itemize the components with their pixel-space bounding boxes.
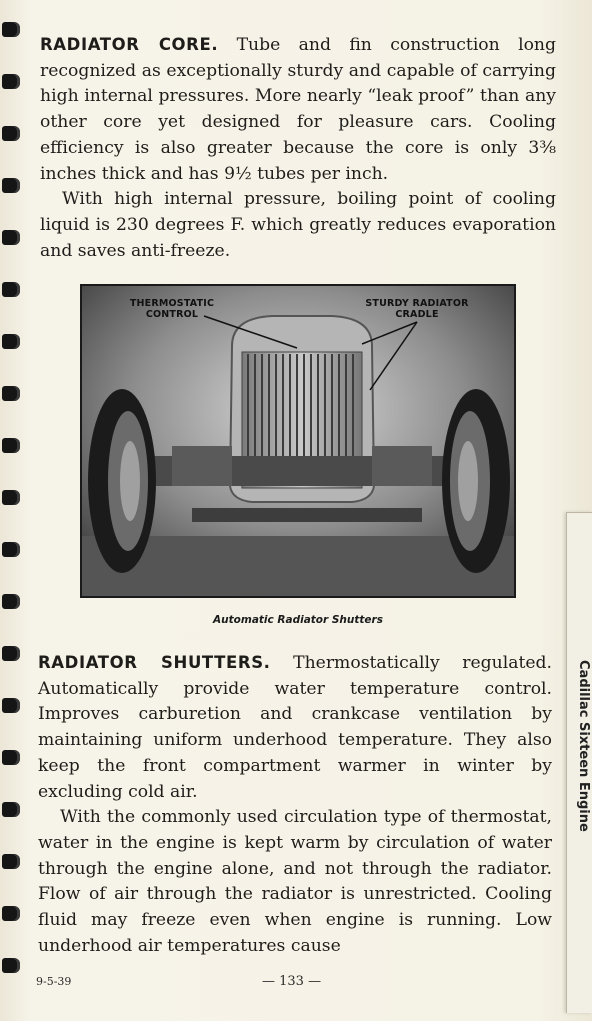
boiling-point-paragraph: With high internal pressure, boiling point of cooling liquid is 230 degrees F. which greatly reduces evaporation and saves anti-freeze. xyxy=(40,189,556,261)
binding-hole xyxy=(2,22,20,37)
binding-hole xyxy=(2,906,20,921)
spiral-binding xyxy=(0,0,26,1021)
binding-hole xyxy=(2,750,20,765)
binding-hole xyxy=(2,646,20,661)
radiator-core-section xyxy=(40,32,556,264)
radiator-shutters-heading: RADIATOR SHUTTERS. xyxy=(38,653,271,672)
figure-caption: Automatic Radiator Shutters xyxy=(213,614,383,626)
binding-hole xyxy=(2,698,20,713)
radiator-core-text: Tube and fin construction long recognized as exceptionally sturdy and capable of carrying high internal pressures. More nearly “leak proof” than any other core yet designed for pleasure cars. Cooling efficiency is also greater because the core is only 3⅜ inches thick and has 9½ tubes per inch. xyxy=(40,35,557,184)
radiator-photo xyxy=(80,284,516,598)
thermostatic-control-label: THERMOSTATIC CONTROL xyxy=(129,298,215,320)
binding-hole xyxy=(2,802,20,817)
binding-hole xyxy=(2,542,20,557)
section-tab-label: Cadillac Sixteen Engine xyxy=(576,660,591,832)
binding-hole xyxy=(2,958,20,973)
binding-hole xyxy=(2,490,20,505)
thermostat-paragraph: With the commonly used circulation type of thermostat, water in the engine is kept warm by circulation of water through the engine alone, and not through the radiator. Flow of air through the radiator is unrestricted. Cooling fluid may freeze even when engine is running. Low underhood air temperatures cause xyxy=(38,807,552,956)
radiator-cradle-label: STURDY RADIATOR CRADLE xyxy=(365,298,469,320)
binding-hole xyxy=(2,334,20,349)
binding-hole xyxy=(2,74,20,89)
binding-hole xyxy=(2,438,20,453)
binding-hole xyxy=(2,854,20,869)
binding-hole xyxy=(2,126,20,141)
radiator-shutters-text: Thermostatically regulated. Automatically provide water temperature control. Improves carburetion and crankcase ventilation by maintaining uniform underhood temperature. They also keep the front compartment warmer in winter by excluding cold air. xyxy=(38,653,552,802)
radiator-shutters-section xyxy=(38,650,552,959)
binding-hole xyxy=(2,594,20,609)
binding-hole xyxy=(2,178,20,193)
radiator-core-paragraph xyxy=(40,32,556,187)
binding-hole xyxy=(2,386,20,401)
footer-date: 9-5-39 xyxy=(36,975,72,988)
radiator-chassis-illustration xyxy=(82,286,514,596)
page-number: — 133 — xyxy=(262,974,322,989)
radiator-shutters-paragraph xyxy=(38,650,552,805)
radiator-core-heading: RADIATOR CORE. xyxy=(40,35,219,54)
binding-hole xyxy=(2,230,20,245)
binding-hole xyxy=(2,282,20,297)
